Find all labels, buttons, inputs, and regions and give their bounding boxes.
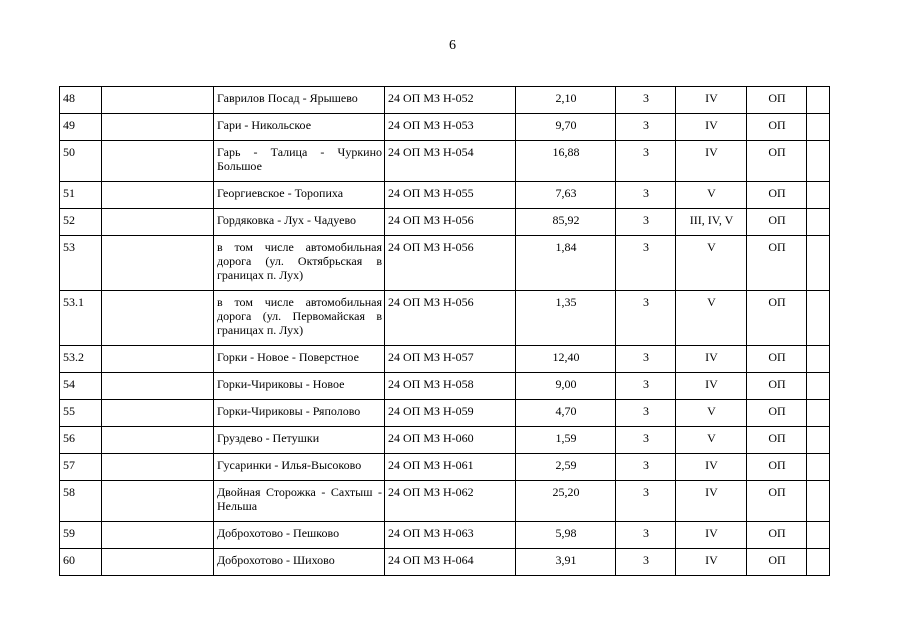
table-row: [60, 346, 830, 373]
row-number: 57: [60, 454, 102, 481]
road-length: 1,84: [516, 236, 616, 291]
road-name: Доброхотово - Шихово: [214, 549, 385, 576]
empty-cell: [102, 522, 214, 549]
road-name: Двойная Сторожка - Сахтыш - Нельша: [214, 481, 385, 522]
road-name: в том числе автомобильная дорога (ул. Первомайская в границах п. Лух): [214, 291, 385, 346]
empty-cell: [807, 427, 830, 454]
empty-cell: [807, 87, 830, 114]
empty-cell: [102, 400, 214, 427]
page-number: 6: [449, 38, 456, 53]
table-row: [60, 454, 830, 481]
empty-cell: [102, 87, 214, 114]
row-number: 59: [60, 522, 102, 549]
road-code: 24 ОП МЗ Н-057: [385, 346, 516, 373]
road-code: 24 ОП МЗ Н-053: [385, 114, 516, 141]
road-class: V: [676, 291, 747, 346]
empty-cell: [807, 236, 830, 291]
road-class: IV: [676, 346, 747, 373]
road-name: Доброхотово - Пешково: [214, 522, 385, 549]
road-significance: ОП: [747, 114, 807, 141]
empty-cell: [807, 400, 830, 427]
empty-cell: [807, 373, 830, 400]
road-class: IV: [676, 481, 747, 522]
road-code: 24 ОП МЗ Н-063: [385, 522, 516, 549]
road-class: IV: [676, 549, 747, 576]
road-name: Горки - Новое - Поверстное: [214, 346, 385, 373]
road-length: 7,63: [516, 182, 616, 209]
road-name: Гарь - Талица - Чуркино Большое: [214, 141, 385, 182]
empty-cell: [807, 454, 830, 481]
road-length: 16,88: [516, 141, 616, 182]
table-row: [60, 291, 830, 346]
road-code: 24 ОП МЗ Н-060: [385, 427, 516, 454]
table-row: [60, 114, 830, 141]
table-row: [60, 481, 830, 522]
row-number: 53.2: [60, 346, 102, 373]
road-category: 3: [616, 373, 676, 400]
empty-cell: [807, 291, 830, 346]
row-number: 48: [60, 87, 102, 114]
road-name: Гари - Никольское: [214, 114, 385, 141]
empty-cell: [102, 236, 214, 291]
road-category: 3: [616, 182, 676, 209]
road-name: Гаврилов Посад - Ярышево: [214, 87, 385, 114]
road-code: 24 ОП МЗ Н-054: [385, 141, 516, 182]
road-significance: ОП: [747, 236, 807, 291]
road-length: 2,59: [516, 454, 616, 481]
empty-cell: [102, 481, 214, 522]
road-class: IV: [676, 454, 747, 481]
road-code: 24 ОП МЗ Н-056: [385, 291, 516, 346]
empty-cell: [102, 427, 214, 454]
road-code: 24 ОП МЗ Н-055: [385, 182, 516, 209]
empty-cell: [102, 141, 214, 182]
road-category: 3: [616, 141, 676, 182]
table-row: [60, 182, 830, 209]
road-significance: ОП: [747, 427, 807, 454]
table-row: [60, 522, 830, 549]
empty-cell: [807, 141, 830, 182]
road-name: в том числе автомобильная дорога (ул. Октябрьская в границах п. Лух): [214, 236, 385, 291]
road-category: 3: [616, 522, 676, 549]
road-category: 3: [616, 481, 676, 522]
table-row: [60, 141, 830, 182]
empty-cell: [102, 114, 214, 141]
table-row: [60, 236, 830, 291]
road-significance: ОП: [747, 549, 807, 576]
road-length: 1,59: [516, 427, 616, 454]
road-name: Горки-Чириковы - Новое: [214, 373, 385, 400]
road-length: 25,20: [516, 481, 616, 522]
road-class: IV: [676, 522, 747, 549]
road-length: 2,10: [516, 87, 616, 114]
road-name: Горки-Чириковы - Ряполово: [214, 400, 385, 427]
road-name: Груздево - Петушки: [214, 427, 385, 454]
empty-cell: [102, 209, 214, 236]
row-number: 55: [60, 400, 102, 427]
road-significance: ОП: [747, 346, 807, 373]
road-significance: ОП: [747, 522, 807, 549]
road-significance: ОП: [747, 182, 807, 209]
table-row: [60, 87, 830, 114]
row-number: 53.1: [60, 291, 102, 346]
road-class: V: [676, 427, 747, 454]
row-number: 51: [60, 182, 102, 209]
road-category: 3: [616, 427, 676, 454]
empty-cell: [807, 209, 830, 236]
empty-cell: [102, 454, 214, 481]
row-number: 56: [60, 427, 102, 454]
road-code: 24 ОП МЗ Н-056: [385, 236, 516, 291]
empty-cell: [807, 114, 830, 141]
empty-cell: [102, 291, 214, 346]
road-significance: ОП: [747, 373, 807, 400]
road-class: III, IV, V: [676, 209, 747, 236]
road-class: IV: [676, 87, 747, 114]
road-class: IV: [676, 114, 747, 141]
empty-cell: [102, 373, 214, 400]
road-code: 24 ОП МЗ Н-058: [385, 373, 516, 400]
road-significance: ОП: [747, 141, 807, 182]
road-name: Гордяковка - Лух - Чадуево: [214, 209, 385, 236]
empty-cell: [102, 182, 214, 209]
road-category: 3: [616, 454, 676, 481]
road-significance: ОП: [747, 291, 807, 346]
empty-cell: [807, 182, 830, 209]
empty-cell: [102, 346, 214, 373]
table-row: [60, 209, 830, 236]
road-code: 24 ОП МЗ Н-061: [385, 454, 516, 481]
road-category: 3: [616, 549, 676, 576]
road-category: 3: [616, 346, 676, 373]
empty-cell: [807, 481, 830, 522]
road-length: 3,91: [516, 549, 616, 576]
road-class: V: [676, 236, 747, 291]
road-length: 9,70: [516, 114, 616, 141]
road-category: 3: [616, 114, 676, 141]
road-class: IV: [676, 141, 747, 182]
road-class: IV: [676, 373, 747, 400]
road-code: 24 ОП МЗ Н-056: [385, 209, 516, 236]
road-class: V: [676, 400, 747, 427]
row-number: 49: [60, 114, 102, 141]
empty-cell: [102, 549, 214, 576]
road-significance: ОП: [747, 87, 807, 114]
table-row: [60, 400, 830, 427]
row-number: 52: [60, 209, 102, 236]
road-length: 9,00: [516, 373, 616, 400]
road-code: 24 ОП МЗ Н-059: [385, 400, 516, 427]
row-number: 53: [60, 236, 102, 291]
row-number: 50: [60, 141, 102, 182]
road-length: 1,35: [516, 291, 616, 346]
road-significance: ОП: [747, 454, 807, 481]
road-category: 3: [616, 209, 676, 236]
road-length: 12,40: [516, 346, 616, 373]
road-significance: ОП: [747, 400, 807, 427]
row-number: 60: [60, 549, 102, 576]
road-length: 5,98: [516, 522, 616, 549]
road-category: 3: [616, 87, 676, 114]
row-number: 54: [60, 373, 102, 400]
road-code: 24 ОП МЗ Н-062: [385, 481, 516, 522]
road-length: 85,92: [516, 209, 616, 236]
road-code: 24 ОП МЗ Н-052: [385, 87, 516, 114]
row-number: 58: [60, 481, 102, 522]
road-category: 3: [616, 291, 676, 346]
empty-cell: [807, 346, 830, 373]
roads-table: [59, 86, 830, 576]
road-code: 24 ОП МЗ Н-064: [385, 549, 516, 576]
table-row: [60, 549, 830, 576]
road-class: V: [676, 182, 747, 209]
road-category: 3: [616, 236, 676, 291]
table-row: [60, 373, 830, 400]
empty-cell: [807, 549, 830, 576]
road-category: 3: [616, 400, 676, 427]
road-significance: ОП: [747, 481, 807, 522]
road-significance: ОП: [747, 209, 807, 236]
empty-cell: [807, 522, 830, 549]
table-row: [60, 427, 830, 454]
road-name: Георгиевское - Торопиха: [214, 182, 385, 209]
road-name: Гусаринки - Илья-Высоково: [214, 454, 385, 481]
road-length: 4,70: [516, 400, 616, 427]
